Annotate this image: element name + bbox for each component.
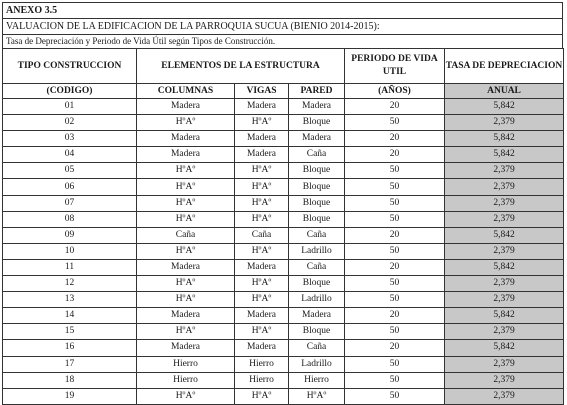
- cell-tasa: 2,379: [445, 211, 564, 227]
- cell-tasa: 2,379: [445, 163, 564, 179]
- cell-codigo: 07: [3, 195, 137, 211]
- cell-pared: Ladrillo: [289, 243, 345, 259]
- cell-pared: HºAº: [289, 388, 345, 404]
- cell-codigo: 12: [3, 276, 137, 292]
- cell-columnas: Madera: [137, 99, 235, 115]
- cell-codigo: 02: [3, 115, 137, 131]
- cell-periodo: 50: [345, 211, 445, 227]
- cell-codigo: 15: [3, 324, 137, 340]
- cell-columnas: Madera: [137, 147, 235, 163]
- table-row: [3, 259, 564, 275]
- cell-columnas: HºAº: [137, 163, 235, 179]
- cell-tasa: 2,379: [445, 292, 564, 308]
- table-row: [3, 356, 564, 372]
- cell-columnas: HºAº: [137, 388, 235, 404]
- cell-tasa: 5,842: [445, 131, 564, 147]
- cell-pared: Bloque: [289, 324, 345, 340]
- cell-columnas: HºAº: [137, 179, 235, 195]
- cell-pared: Ladrillo: [289, 356, 345, 372]
- subheader-columnas: COLUMNAS: [137, 84, 235, 99]
- table-row: [3, 147, 564, 163]
- header-periodo-vida-util: PERIODO DE VIDA UTIL: [345, 49, 445, 84]
- cell-periodo: 20: [345, 308, 445, 324]
- cell-pared: Bloque: [289, 211, 345, 227]
- cell-codigo: 01: [3, 99, 137, 115]
- cell-columnas: HºAº: [137, 243, 235, 259]
- subheader-anos: (AÑOS): [345, 84, 445, 99]
- cell-columnas: HºAº: [137, 115, 235, 131]
- cell-vigas: HºAº: [235, 195, 289, 211]
- cell-codigo: 05: [3, 163, 137, 179]
- cell-tasa: 2,379: [445, 115, 564, 131]
- table-row: [3, 195, 564, 211]
- cell-codigo: 06: [3, 179, 137, 195]
- cell-pared: Bloque: [289, 276, 345, 292]
- cell-codigo: 18: [3, 372, 137, 388]
- cell-codigo: 09: [3, 227, 137, 243]
- cell-columnas: Madera: [137, 308, 235, 324]
- cell-codigo: 08: [3, 211, 137, 227]
- table-row: [3, 292, 564, 308]
- cell-tasa: 2,379: [445, 243, 564, 259]
- cell-periodo: 50: [345, 372, 445, 388]
- table-row: [3, 308, 564, 324]
- cell-vigas: Hierro: [235, 356, 289, 372]
- cell-columnas: Madera: [137, 259, 235, 275]
- cell-vigas: Madera: [235, 147, 289, 163]
- cell-periodo: 20: [345, 227, 445, 243]
- cell-periodo: 50: [345, 115, 445, 131]
- cell-periodo: 50: [345, 276, 445, 292]
- cell-vigas: Caña: [235, 227, 289, 243]
- cell-tasa: 2,379: [445, 372, 564, 388]
- cell-codigo: 04: [3, 147, 137, 163]
- subheader-codigo: (CODIGO): [3, 84, 137, 99]
- cell-codigo: 03: [3, 131, 137, 147]
- table-row: [3, 243, 564, 259]
- cell-columnas: HºAº: [137, 195, 235, 211]
- cell-tasa: 5,842: [445, 308, 564, 324]
- table-row: [3, 324, 564, 340]
- cell-periodo: 50: [345, 356, 445, 372]
- annex-sheet: [2, 2, 563, 405]
- cell-columnas: HºAº: [137, 211, 235, 227]
- cell-periodo: 50: [345, 388, 445, 404]
- cell-tasa: 2,379: [445, 195, 564, 211]
- cell-vigas: HºAº: [235, 163, 289, 179]
- table-row: [3, 115, 564, 131]
- cell-vigas: HºAº: [235, 243, 289, 259]
- cell-codigo: 17: [3, 356, 137, 372]
- cell-periodo: 20: [345, 99, 445, 115]
- cell-tasa: 5,842: [445, 99, 564, 115]
- header-tipo-construccion: TIPO CONSTRUCCION: [3, 49, 137, 84]
- cell-vigas: HºAº: [235, 179, 289, 195]
- cell-vigas: HºAº: [235, 276, 289, 292]
- cell-columnas: HºAº: [137, 292, 235, 308]
- cell-periodo: 20: [345, 340, 445, 356]
- cell-tasa: 5,842: [445, 147, 564, 163]
- cell-pared: Caña: [289, 259, 345, 275]
- cell-tasa: 2,379: [445, 179, 564, 195]
- table-row: [3, 340, 564, 356]
- table-caption: Tasa de Depreciación y Periodo de Vida Útil según Tipos de Construcción.: [2, 34, 563, 48]
- cell-pared: Bloque: [289, 195, 345, 211]
- cell-tasa: 2,379: [445, 324, 564, 340]
- table-body: [3, 99, 564, 405]
- cell-pared: Madera: [289, 308, 345, 324]
- cell-pared: Bloque: [289, 179, 345, 195]
- cell-columnas: Hierro: [137, 372, 235, 388]
- table-row: [3, 99, 564, 115]
- cell-vigas: Madera: [235, 308, 289, 324]
- cell-pared: Caña: [289, 227, 345, 243]
- cell-periodo: 50: [345, 195, 445, 211]
- subheader-vigas: VIGAS: [235, 84, 289, 99]
- cell-periodo: 50: [345, 324, 445, 340]
- cell-tasa: 2,379: [445, 276, 564, 292]
- table-row: [3, 372, 564, 388]
- cell-vigas: Hierro: [235, 372, 289, 388]
- table-row: [3, 388, 564, 404]
- cell-tasa: 5,842: [445, 227, 564, 243]
- annex-label: ANEXO 3.5: [2, 2, 563, 18]
- cell-codigo: 16: [3, 340, 137, 356]
- cell-columnas: Madera: [137, 340, 235, 356]
- cell-columnas: HºAº: [137, 276, 235, 292]
- header-elementos-estructura: ELEMENTOS DE LA ESTRUCTURA: [137, 49, 345, 84]
- cell-pared: Caña: [289, 340, 345, 356]
- cell-pared: Hierro: [289, 372, 345, 388]
- table-row: [3, 163, 564, 179]
- cell-tasa: 5,842: [445, 340, 564, 356]
- cell-codigo: 13: [3, 292, 137, 308]
- cell-vigas: HºAº: [235, 324, 289, 340]
- cell-vigas: HºAº: [235, 292, 289, 308]
- cell-codigo: 19: [3, 388, 137, 404]
- table-row: [3, 211, 564, 227]
- cell-columnas: Caña: [137, 227, 235, 243]
- cell-periodo: 20: [345, 147, 445, 163]
- subheader-anual: ANUAL: [445, 84, 564, 99]
- cell-periodo: 50: [345, 243, 445, 259]
- cell-vigas: HºAº: [235, 388, 289, 404]
- cell-tasa: 5,842: [445, 259, 564, 275]
- cell-vigas: Madera: [235, 340, 289, 356]
- cell-pared: Madera: [289, 99, 345, 115]
- cell-tasa: 2,379: [445, 356, 564, 372]
- cell-vigas: HºAº: [235, 211, 289, 227]
- cell-pared: Caña: [289, 147, 345, 163]
- cell-codigo: 11: [3, 259, 137, 275]
- cell-pared: Ladrillo: [289, 292, 345, 308]
- cell-pared: Bloque: [289, 115, 345, 131]
- cell-codigo: 10: [3, 243, 137, 259]
- table-row: [3, 179, 564, 195]
- depreciation-table: [2, 48, 564, 405]
- cell-vigas: Madera: [235, 99, 289, 115]
- cell-vigas: HºAº: [235, 115, 289, 131]
- subheader-pared: PARED: [289, 84, 345, 99]
- table-row: [3, 227, 564, 243]
- table-row: [3, 276, 564, 292]
- cell-tasa: 2,379: [445, 388, 564, 404]
- cell-periodo: 20: [345, 131, 445, 147]
- page-title: VALUACION DE LA EDIFICACION DE LA PARROQUIA SUCUA (BIENIO 2014-2015):: [2, 18, 563, 34]
- cell-pared: Madera: [289, 131, 345, 147]
- table-row: [3, 131, 564, 147]
- cell-vigas: Madera: [235, 131, 289, 147]
- cell-codigo: 14: [3, 308, 137, 324]
- cell-vigas: Madera: [235, 259, 289, 275]
- cell-columnas: Hierro: [137, 356, 235, 372]
- cell-periodo: 50: [345, 179, 445, 195]
- cell-periodo: 50: [345, 292, 445, 308]
- cell-pared: Bloque: [289, 163, 345, 179]
- cell-columnas: HºAº: [137, 324, 235, 340]
- cell-columnas: Madera: [137, 131, 235, 147]
- header-tasa-depreciacion: TASA DE DEPRECIACION: [445, 49, 564, 84]
- cell-periodo: 50: [345, 163, 445, 179]
- cell-periodo: 20: [345, 259, 445, 275]
